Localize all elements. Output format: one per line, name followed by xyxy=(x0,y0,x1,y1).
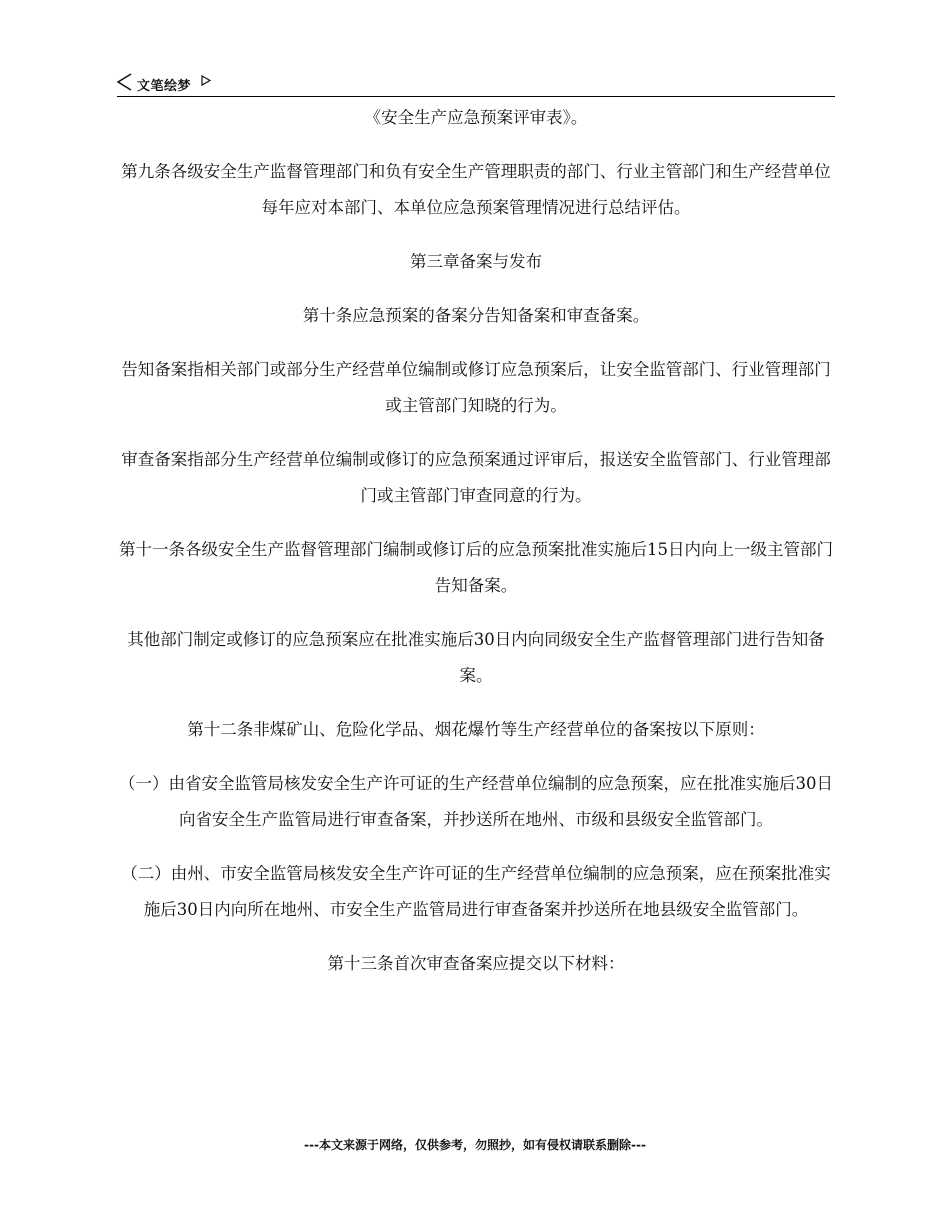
paragraph: 第九条各级安全生产监督管理部门和负有安全生产管理职责的部门、行业主管部门和生产经营单位每年应对本部门、本单位应急预案管理情况进行总结评估。 xyxy=(121,162,831,217)
document-body xyxy=(117,100,835,1000)
paragraph: （二）由州、市安全监管局核发安全生产许可证的生产经营单位编制的应急预案，应在预案批准实施后30日内向所在地州、市安全生产监管局进行审查备案并抄送所在地县级安全监管部门。 xyxy=(121,864,831,919)
chapter-heading: 第三章备案与发布 xyxy=(410,252,542,271)
footer-notice: ---本文来源于网络，仅供参考，勿照抄，如有侵权请联系删除--- xyxy=(304,1138,646,1152)
page-header xyxy=(117,72,835,97)
paragraph: 第十三条首次审查备案应提交以下材料： xyxy=(327,954,625,973)
paragraph: 《安全生产应急预案评审表》。 xyxy=(364,108,588,127)
paragraph: 第十一条各级安全生产监督管理部门编制或修订后的应急预案批准实施后15日内向上一级主管部门告知备案。 xyxy=(119,540,833,595)
brand-title: 文笔绘梦 xyxy=(137,79,192,94)
paragraph: 第十条应急预案的备案分告知备案和审查备案。 xyxy=(302,306,650,325)
paragraph: 其他部门制定或修订的应急预案应在批准实施后30日内向同级安全生产监督管理部门进行告知备案。 xyxy=(127,630,825,685)
left-triangle-icon xyxy=(117,73,133,91)
paragraph: 第十二条非煤矿山、危险化学品、烟花爆竹等生产经营单位的备案按以下原则： xyxy=(187,720,765,739)
right-triangle-icon xyxy=(201,75,211,86)
paragraph: 审查备案指部分生产经营单位编制或修订的应急预案通过评审后，报送安全监管部门、行业管理部门或主管部门审查同意的行为。 xyxy=(121,450,831,505)
paragraph: （一）由省安全监管局核发安全生产许可证的生产经营单位编制的应急预案，应在批准实施后30日向省安全生产监管局进行审查备案，并抄送所在地州、市级和县级安全监管部门。 xyxy=(119,774,833,829)
paragraph: 告知备案指相关部门或部分生产经营单位编制或修订应急预案后，让安全监管部门、行业管理部门或主管部门知晓的行为。 xyxy=(121,360,831,415)
